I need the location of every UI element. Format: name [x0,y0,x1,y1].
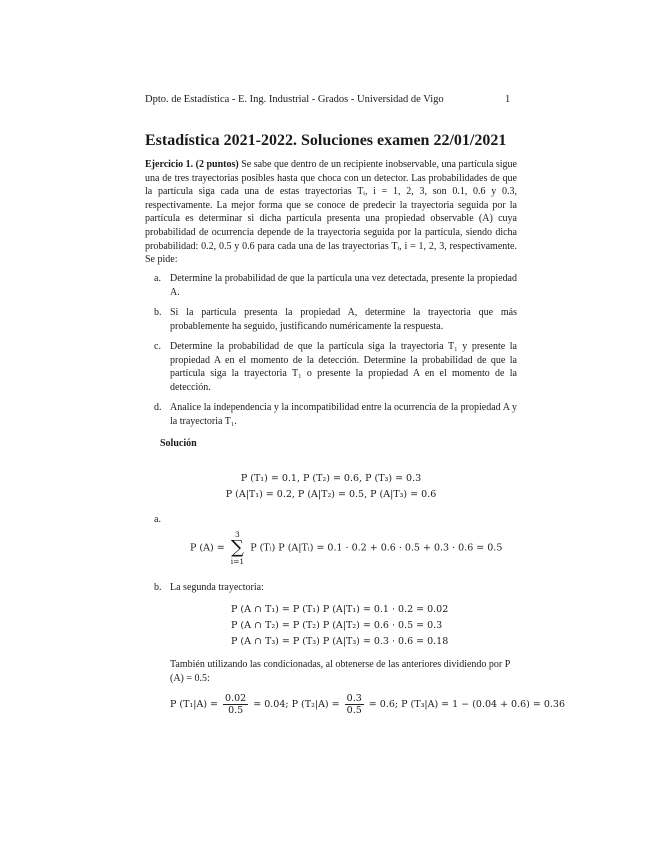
cond2-rhs: = 0.6; [368,699,399,710]
question-text: Si la partícula presenta la propiedad A, determine la trayectoria que más probablemente ha seguido, justificando numéricamente la respuesta. [170,307,517,332]
exercise-statement [145,158,517,267]
conditional-note: También utilizando las condicionadas, al obtenerse de las anteriores dividiendo por P (A) = 0.5: [170,659,510,684]
joint-probability-3: P (A ∩ T₃) = P (T₃) P (A|T₃) = 0.3 · 0.6 = 0.18 [231,636,449,647]
question-label: c. [154,341,161,352]
question-label: a. [154,273,161,284]
fraction-2-den: 0.5 [346,705,362,716]
cond1-lhs: P (T₁|A) = [170,699,219,710]
conditional-probabilities [170,693,565,716]
document-title: Estadística 2021-2022. Soluciones examen 22/01/2021 [145,132,507,149]
fraction-1-num: 0.02 [225,693,247,704]
question-text: Determine la probabilidad de que la partícula una vez detectada, presente la propiedad A. [170,273,517,298]
joint-probability-1: P (A ∩ T₁) = P (T₁) P (A|T₁) = 0.1 · 0.2 = 0.02 [231,604,449,615]
fraction-2-num: 0.3 [346,693,362,704]
joint-probability-2: P (A ∩ T₂) = P (T₂) P (A|T₂) = 0.6 · 0.5 = 0.3 [231,620,443,631]
page-number: 1 [505,94,511,105]
fraction-1-den: 0.5 [228,705,244,716]
given-conditionals: P (A|T₁) = 0.2, P (A|T₂) = 0.5, P (A|T₃) = 0.6 [225,489,437,500]
question-item-d [154,401,517,428]
cond3: P (T₃|A) = 1 − (0.04 + 0.6) = 0.36 [401,699,566,710]
exercise-text: Se sabe que dentro de un recipiente inobservable, una partícula sigue una de tres trayectorias posibles hasta que choca con un detector. Las probabilidades de que la partícula siga cada una de estas trayectorias Tᵢ, i = 1, 2, 3, son 0.1, 0.6 y 0.3, respectivamente. La mejor forma que se conoce de predecir la trayectoria seguida por la partícula es determinar si dicha partícula presenta una propiedad observable (A) cuya probabilidad de ocurrencia depende de la trayectoria seguida por la partícula, siendo dicha probabilidad: 0.2, 0.5 y 0.6 para cada una de las trayectorias Tᵢ, i = 1, 2, 3, respectivamente. Se pide: [145,159,518,266]
part-a-label: a. [154,514,161,525]
fraction-2 [345,693,364,716]
question-text: Analice la independencia y la incompatibilidad entre la ocurrencia de la propiedad A y la trayectoria T₁. [170,402,517,427]
question-label: b. [154,307,162,318]
solution-heading: Solución [160,438,197,449]
question-item-b [154,306,517,333]
running-header: Dpto. de Estadística - E. Ing. Industrial - Grados - Universidad de Vigo [145,94,444,105]
cond1-rhs: = 0.04; [253,699,289,710]
question-text: Determine la probabilidad de que la partícula siga la trayectoria T₁ y presente la propiedad A en el momento de la detección. Determine la probabilidad de que la partícula siga la trayectoria T₁ o presente la propiedad A en el momento de la detección. [170,341,517,393]
part-b-intro: La segunda trayectoria: [170,582,264,593]
sum-upper: 3 [235,530,240,539]
fraction-1 [223,693,248,716]
question-item-a [154,272,517,299]
equation-lhs: P (A) = [190,542,225,554]
given-probabilities: P (T₁) = 0.1, P (T₂) = 0.6, P (T₃) = 0.3 [240,473,422,484]
cond2-lhs: P (T₂|A) = [291,699,340,710]
summation-symbol: 3 ∑ i=1 [230,530,245,566]
equation-rhs: P (Tᵢ) P (A|Tᵢ) = 0.1 · 0.2 + 0.6 · 0.5 + 0.3 · 0.6 = 0.5 [250,542,503,554]
sum-lower: i=1 [230,557,245,566]
question-item-c [154,340,517,394]
question-label: d. [154,402,162,413]
part-b-label: b. [154,582,162,593]
exercise-label: Ejercicio 1. (2 puntos) [145,159,239,170]
total-probability-equation [190,530,502,566]
